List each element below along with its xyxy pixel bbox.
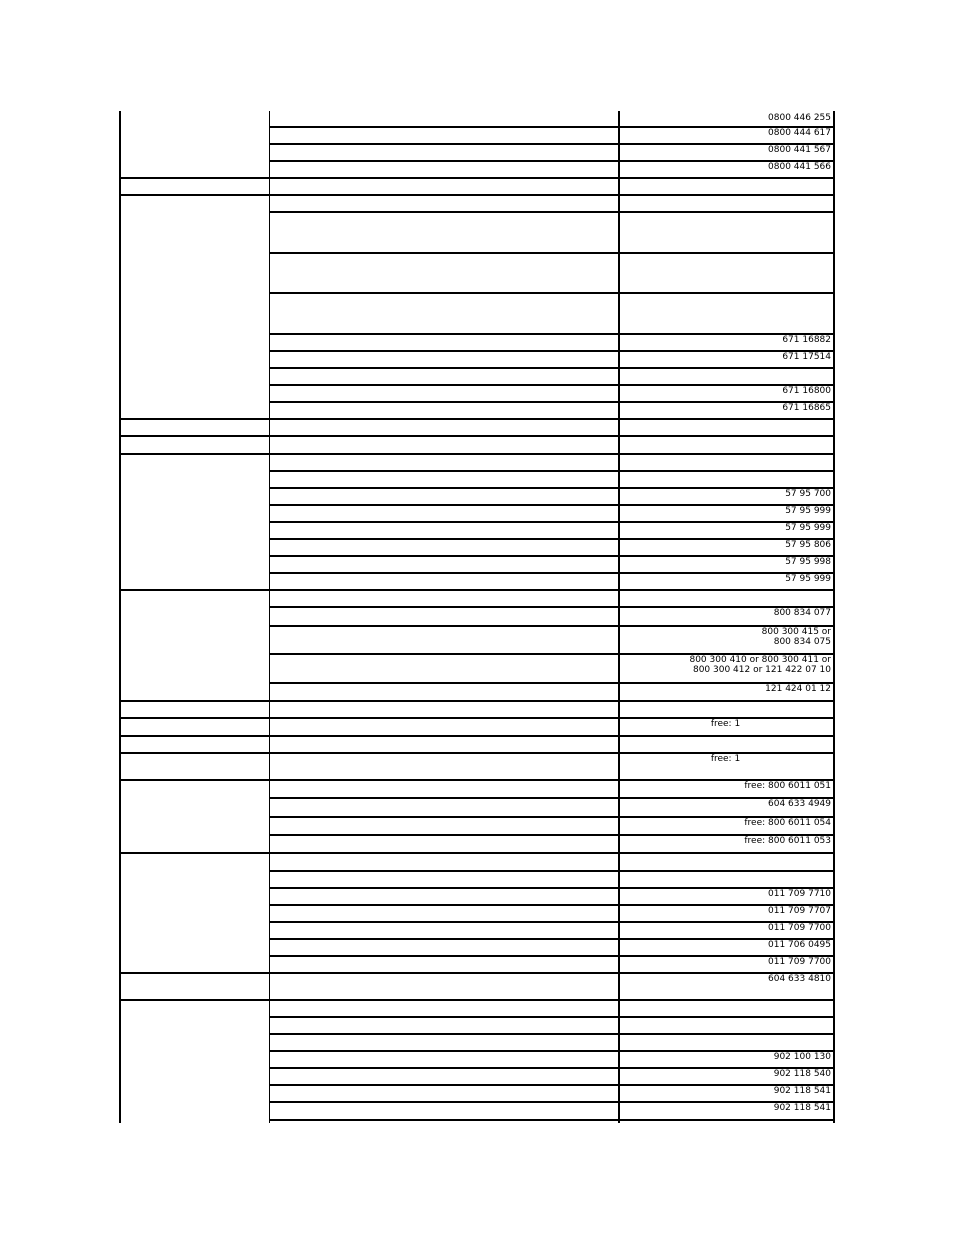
- row-divider: [269, 367, 835, 369]
- row-divider: [269, 252, 835, 254]
- phone-number-cell: 800 300 410 or 800 300 411 or 800 300 412 or 121 422 07 10: [689, 655, 831, 675]
- phone-number-cell: 0800 441 567: [768, 145, 831, 155]
- phone-number-cell: 604 633 4949: [768, 799, 831, 809]
- row-divider: [119, 700, 835, 702]
- phone-number-cell: free: 1: [710, 719, 741, 729]
- row-divider: [119, 453, 835, 455]
- phone-number-cell: 800 834 077: [773, 608, 831, 618]
- phone-number-cell: 57 95 999: [785, 523, 831, 533]
- phone-number-cell: 671 16865: [782, 403, 831, 413]
- phone-number-cell: free: 800 6011 051: [744, 781, 831, 791]
- phone-number-cell: 671 16882: [782, 335, 831, 345]
- row-divider: [119, 999, 835, 1001]
- row-divider: [119, 435, 835, 437]
- phone-number-cell: 121 424 01 12: [765, 684, 831, 694]
- phone-number-cell: 671 17514: [782, 352, 831, 362]
- phone-number-cell: free: 800 6011 053: [744, 836, 831, 846]
- phone-number-cell: 011 709 7710: [768, 889, 831, 899]
- phone-number-cell: free: 1: [710, 754, 741, 764]
- row-divider: [269, 470, 835, 472]
- phone-number-cell: 0800 444 617: [768, 128, 831, 138]
- row-divider: [119, 852, 835, 854]
- phone-number-cell: 800 300 415 or 800 834 075: [761, 627, 831, 647]
- phone-number-cell: 0800 441 566: [768, 162, 831, 172]
- row-divider: [269, 1119, 835, 1121]
- phone-number-cell: 604 633 4810: [768, 974, 831, 984]
- row-divider: [269, 292, 835, 294]
- row-divider: [119, 589, 835, 591]
- row-divider: [269, 211, 835, 213]
- phone-number-cell: 57 95 998: [785, 557, 831, 567]
- phone-number-cell: 011 709 7700: [768, 923, 831, 933]
- phone-number-cell: 011 709 7707: [768, 906, 831, 916]
- phone-number-cell: 57 95 999: [785, 506, 831, 516]
- phone-number-cell: 902 118 540: [773, 1069, 831, 1079]
- phone-number-cell: 671 16800: [782, 386, 831, 396]
- row-divider: [269, 870, 835, 872]
- row-divider: [269, 1033, 835, 1035]
- phone-number-cell: free: 800 6011 054: [744, 818, 831, 828]
- row-divider: [119, 735, 835, 737]
- phone-number-cell: 902 118 541: [773, 1086, 831, 1096]
- phone-number-cell: 902 118 541: [773, 1103, 831, 1113]
- phone-number-cell: 902 100 130: [773, 1052, 831, 1062]
- row-divider: [269, 1016, 835, 1018]
- row-divider: [119, 418, 835, 420]
- row-divider: [119, 194, 835, 196]
- phone-number-cell: 57 95 700: [785, 489, 831, 499]
- phone-number-cell: 011 709 7700: [768, 957, 831, 967]
- phone-number-cell: 0800 446 255: [768, 113, 831, 123]
- phone-number-cell: 57 95 999: [785, 574, 831, 584]
- phone-number-cell: 57 95 806: [785, 540, 831, 550]
- row-divider: [119, 177, 835, 179]
- phone-number-cell: 011 706 0495: [768, 940, 831, 950]
